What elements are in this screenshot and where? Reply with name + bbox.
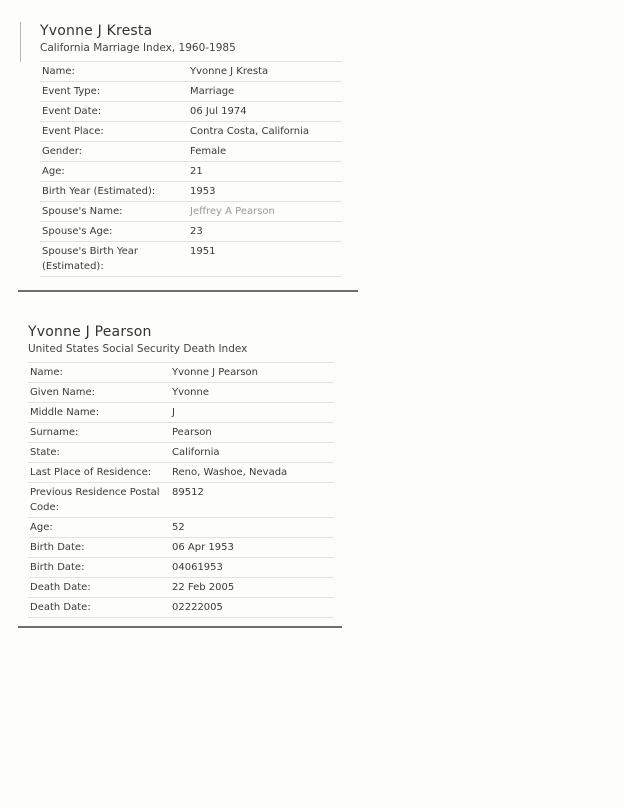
field-value: Yvonne bbox=[172, 387, 209, 398]
field-value: Jeffrey A Pearson bbox=[190, 206, 275, 217]
field-label: Name: bbox=[42, 66, 75, 77]
field-value: 89512 bbox=[172, 487, 204, 498]
field-row-spouse-birth-year bbox=[40, 242, 342, 277]
field-row-gender bbox=[40, 142, 342, 162]
field-row-death-date bbox=[28, 578, 334, 598]
record-divider bbox=[18, 290, 358, 292]
field-label: Birth Date: bbox=[30, 562, 85, 573]
field-label: Previous Residence Postal Code: bbox=[30, 487, 160, 513]
field-row-age bbox=[28, 518, 334, 538]
field-value: 23 bbox=[190, 226, 203, 237]
field-row-birth-date-numeric bbox=[28, 558, 334, 578]
field-label: Death Date: bbox=[30, 602, 91, 613]
field-value: Reno, Washoe, Nevada bbox=[172, 467, 288, 478]
field-label: Given Name: bbox=[30, 387, 95, 398]
field-value: Female bbox=[190, 146, 227, 157]
record-fields bbox=[28, 362, 334, 618]
marriage-record bbox=[40, 22, 342, 277]
field-value: 1951 bbox=[190, 246, 216, 257]
field-row-state bbox=[28, 443, 334, 463]
field-value: 1953 bbox=[190, 186, 216, 197]
field-value: 06 Apr 1953 bbox=[172, 542, 234, 553]
field-value: Contra Costa, California bbox=[190, 126, 309, 137]
death-index-record bbox=[28, 323, 334, 618]
field-row-surname bbox=[28, 423, 334, 443]
field-value: 02222005 bbox=[172, 602, 223, 613]
field-label: Name: bbox=[30, 367, 63, 378]
field-label: Age: bbox=[42, 166, 65, 177]
field-row-event-place bbox=[40, 122, 342, 142]
field-row-name bbox=[28, 363, 334, 383]
field-row-middle-name bbox=[28, 403, 334, 423]
record-divider bbox=[18, 626, 342, 628]
field-value: 22 Feb 2005 bbox=[172, 582, 235, 593]
field-row-spouse-name bbox=[40, 202, 342, 222]
field-value: Yvonne J Pearson bbox=[172, 367, 259, 378]
field-label: Last Place of Residence: bbox=[30, 467, 152, 478]
scan-edge-mark bbox=[20, 22, 21, 62]
field-value: 04061953 bbox=[172, 562, 223, 573]
field-label: Spouse's Birth Year (Estimated): bbox=[42, 246, 139, 272]
field-label: Birth Year (Estimated): bbox=[42, 186, 156, 197]
field-row-last-residence bbox=[28, 463, 334, 483]
record-collection: California Marriage Index, 1960-1985 bbox=[40, 42, 236, 54]
field-row-previous-postal-code bbox=[28, 483, 334, 518]
field-value: J bbox=[172, 407, 175, 418]
field-value: Pearson bbox=[172, 427, 212, 438]
field-row-event-date bbox=[40, 102, 342, 122]
field-row-birth-date bbox=[28, 538, 334, 558]
field-label: Age: bbox=[30, 522, 53, 533]
field-label: Spouse's Age: bbox=[42, 226, 113, 237]
field-value: 06 Jul 1974 bbox=[190, 106, 247, 117]
record-title: Yvonne J Pearson bbox=[28, 324, 152, 340]
field-label: Gender: bbox=[42, 146, 83, 157]
field-value: Marriage bbox=[190, 86, 235, 97]
field-row-age bbox=[40, 162, 342, 182]
record-collection: United States Social Security Death Index bbox=[28, 343, 248, 355]
field-label: Surname: bbox=[30, 427, 79, 438]
field-value: California bbox=[172, 447, 220, 458]
field-value: 21 bbox=[190, 166, 203, 177]
field-row-name bbox=[40, 62, 342, 82]
field-row-given-name bbox=[28, 383, 334, 403]
field-value: 52 bbox=[172, 522, 185, 533]
record-fields bbox=[40, 61, 342, 277]
field-label: Spouse's Name: bbox=[42, 206, 123, 217]
field-label: Middle Name: bbox=[30, 407, 100, 418]
field-value: Yvonne J Kresta bbox=[190, 66, 269, 77]
field-label: Event Place: bbox=[42, 126, 104, 137]
field-label: Event Type: bbox=[42, 86, 101, 97]
field-label: Birth Date: bbox=[30, 542, 85, 553]
field-row-birth-year bbox=[40, 182, 342, 202]
field-row-death-date-numeric bbox=[28, 598, 334, 618]
record-title: Yvonne J Kresta bbox=[40, 23, 153, 39]
field-label: Death Date: bbox=[30, 582, 91, 593]
field-row-event-type bbox=[40, 82, 342, 102]
field-label: Event Date: bbox=[42, 106, 102, 117]
field-label: State: bbox=[30, 447, 60, 458]
field-row-spouse-age bbox=[40, 222, 342, 242]
